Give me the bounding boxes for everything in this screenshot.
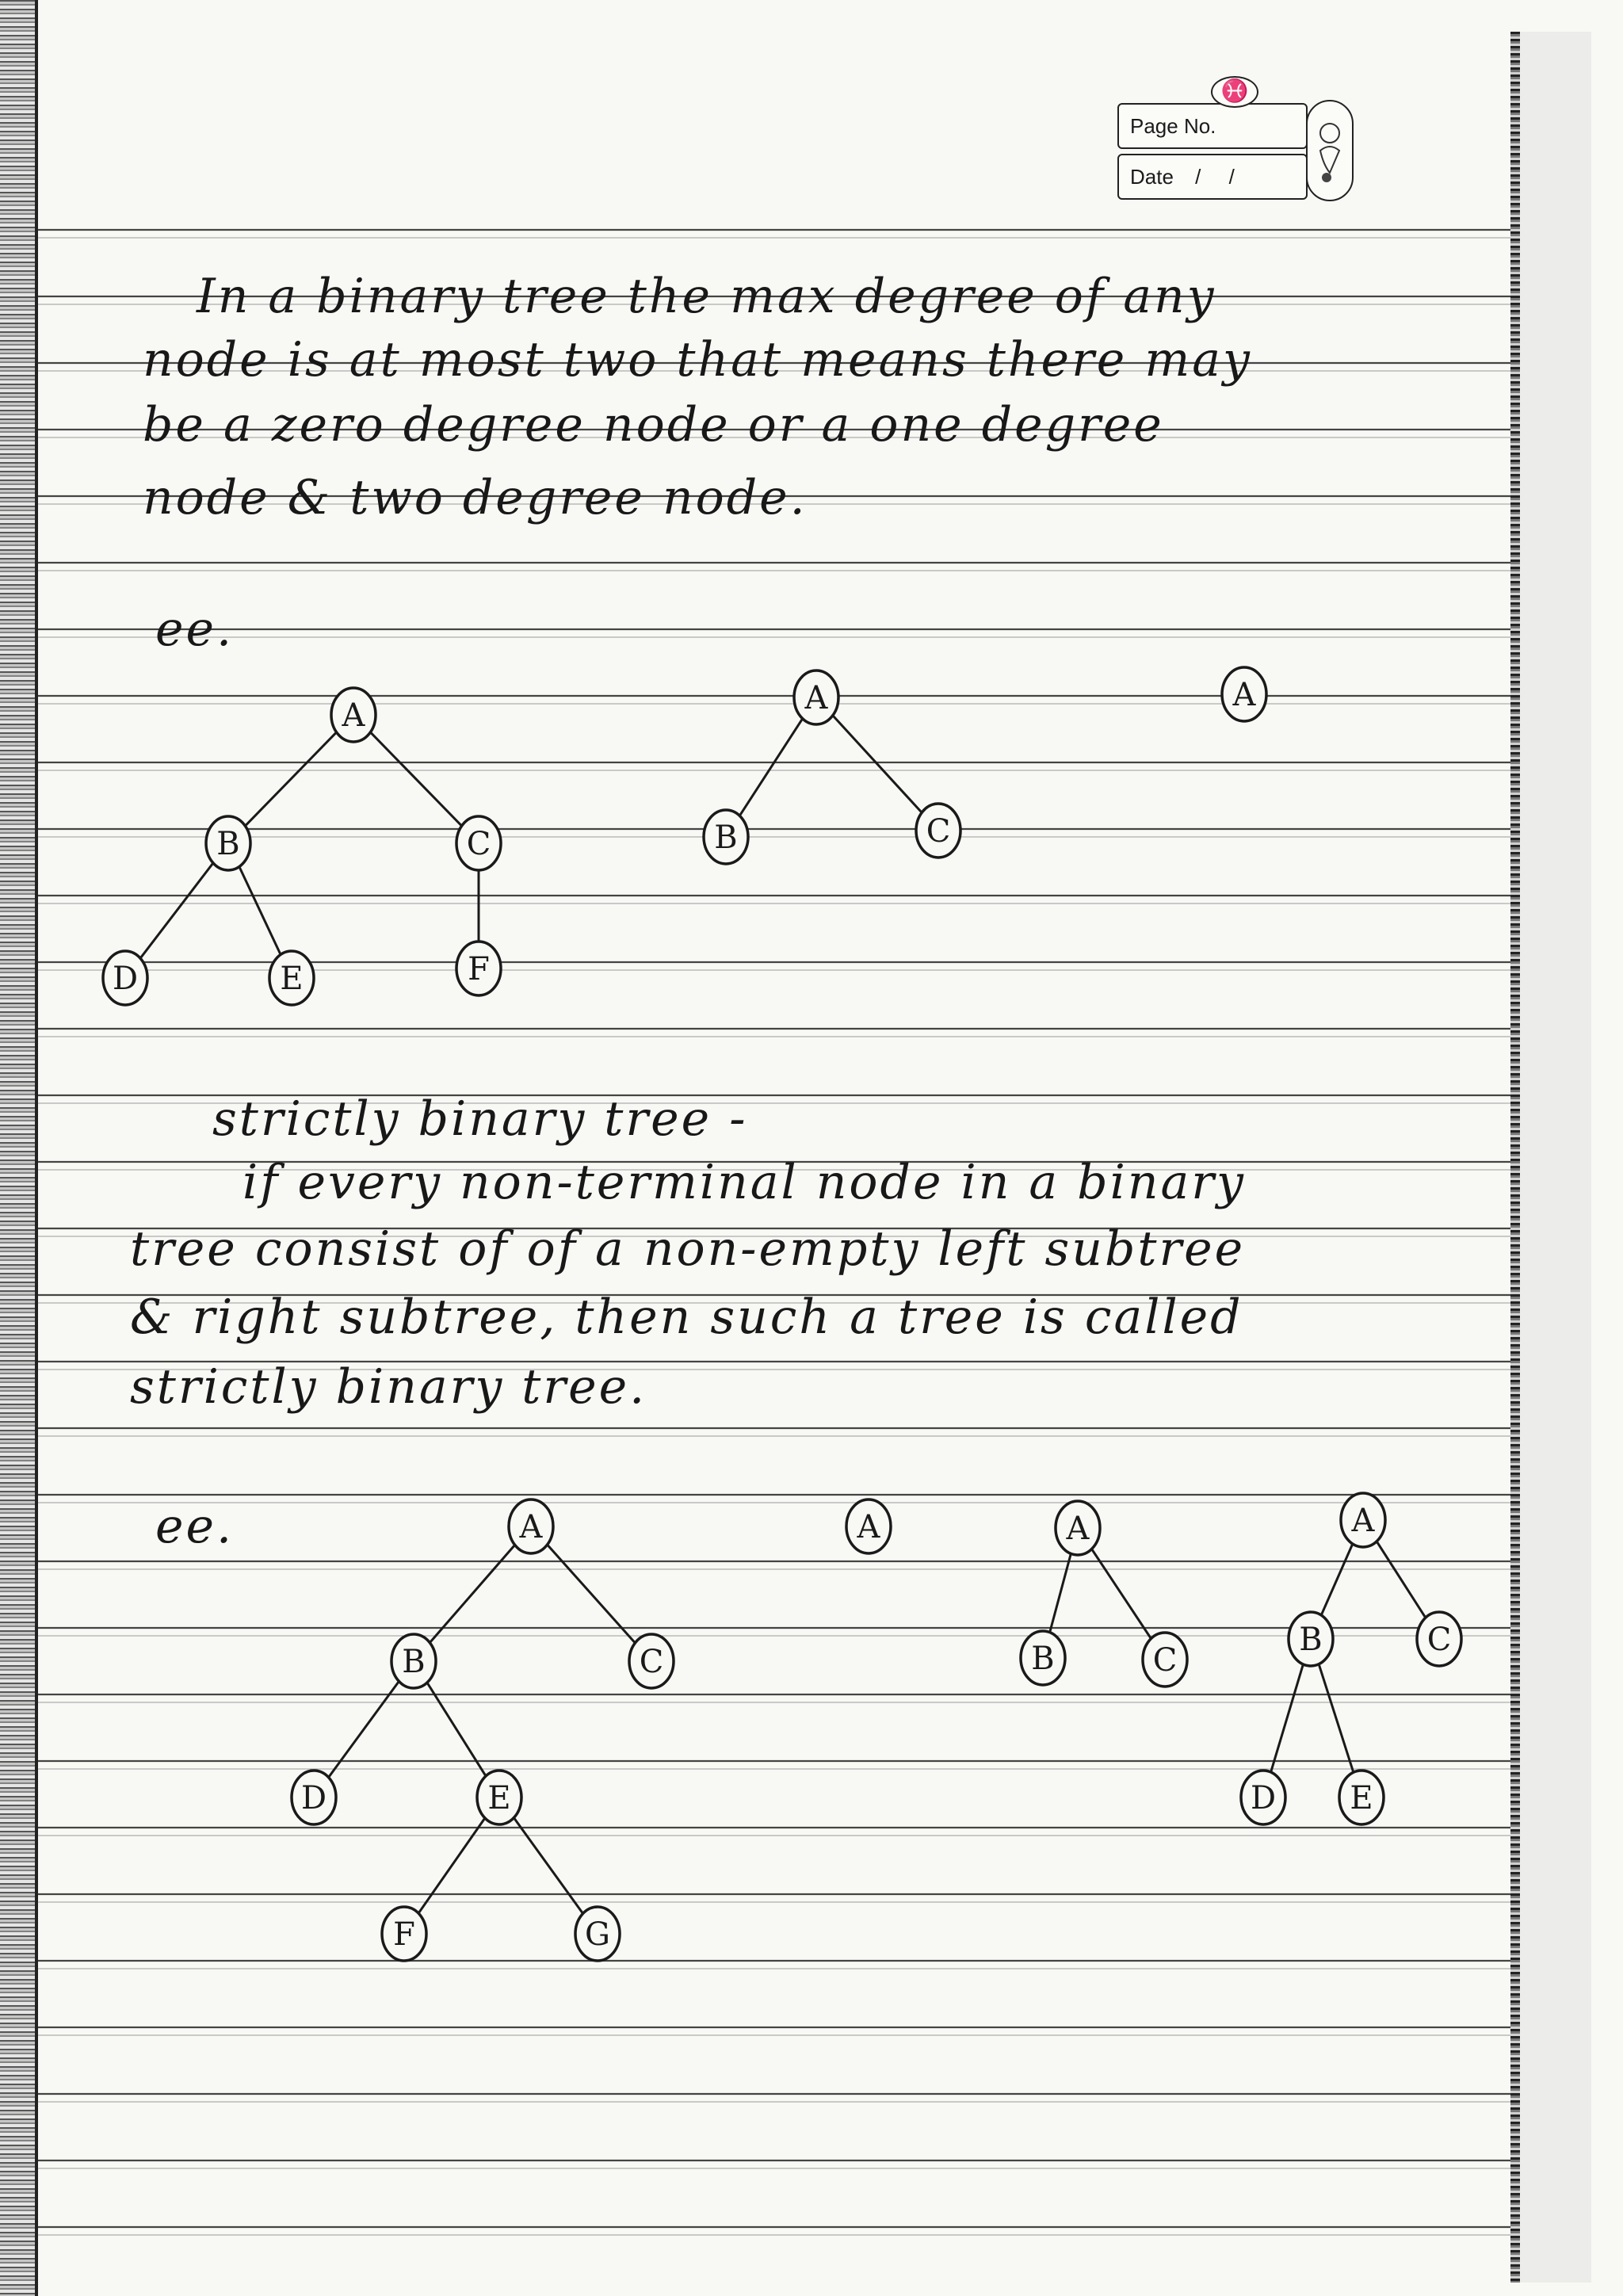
tree-node-label: E <box>280 961 304 997</box>
tree-node-label: A <box>857 1509 880 1545</box>
tree-edge <box>1376 1540 1426 1618</box>
tree-edge <box>418 1817 486 1915</box>
tree-edge <box>239 865 281 957</box>
tree-node-label: G <box>585 1916 610 1953</box>
tree-edge <box>328 1680 400 1778</box>
tree-node-label: A <box>1232 677 1256 713</box>
tree-node-label: F <box>468 951 490 988</box>
tree-edge <box>430 1545 516 1644</box>
tree-edge <box>739 717 803 817</box>
tree-s4 <box>1241 1493 1461 1824</box>
tree-t2 <box>704 670 960 864</box>
tree-node-label: E <box>1350 1780 1373 1817</box>
intro-line-1: In a binary tree the max degree of any <box>197 269 1216 324</box>
intro-line-2: node is at most two that means there may <box>143 332 1252 388</box>
tree-node-label: C <box>466 826 491 862</box>
tree-node-label: D <box>300 1780 327 1817</box>
tree-edge <box>1320 1541 1354 1617</box>
intro-line-4: node & two degree node. <box>143 470 808 525</box>
tree-node-label: C <box>639 1644 664 1680</box>
strict-def-line-1: if every non-terminal node in a binary <box>242 1155 1246 1210</box>
tree-node-label: D <box>1250 1780 1277 1817</box>
tree-node-label: A <box>1066 1511 1090 1547</box>
strict-def-line-3: & right subtree, then such a tree is called <box>130 1289 1243 1345</box>
tree-edge <box>514 1817 584 1914</box>
page-no-label: Page No. <box>1130 114 1216 138</box>
date-value: / / <box>1195 165 1246 189</box>
tree-node-label: A <box>804 680 828 716</box>
tree-s3 <box>1021 1501 1187 1687</box>
date-label: Date <box>1130 165 1174 189</box>
tree-node-label: A <box>342 697 365 734</box>
tree-node-label: A <box>519 1509 543 1545</box>
tree-edge <box>139 862 214 959</box>
tree-edge <box>426 1681 487 1777</box>
tree-edge <box>1270 1662 1304 1775</box>
tree-node-label: F <box>393 1916 415 1953</box>
tree-t3 <box>1222 667 1266 721</box>
strict-def-line-4: strictly binary tree. <box>130 1359 647 1415</box>
page-number-symbol: ♓ <box>1211 76 1258 108</box>
tree-edge <box>1318 1662 1354 1775</box>
example-label-2: ee. <box>155 1499 235 1554</box>
tree-node-label: B <box>1299 1622 1323 1658</box>
tree-edge <box>1049 1551 1071 1635</box>
tree-node-label: B <box>402 1644 426 1680</box>
tree-s1 <box>292 1499 674 1961</box>
tree-node-label: E <box>487 1780 511 1817</box>
tree-s2 <box>846 1499 891 1553</box>
example-label-1: ee. <box>155 602 235 657</box>
strict-def-line-2: tree consist of of a non-empty left subtree <box>130 1221 1246 1277</box>
tree-edge <box>832 715 922 813</box>
tree-node-label: B <box>714 819 738 856</box>
tree-edge <box>547 1544 636 1643</box>
tree-edge <box>245 732 337 826</box>
strict-binary-heading: strictly binary tree - <box>212 1091 748 1147</box>
intro-line-3: be a zero degree node or a one degree <box>143 397 1164 453</box>
tree-node-label: D <box>112 961 139 997</box>
tree-node-label: C <box>926 813 951 850</box>
tree-edge <box>1091 1548 1152 1640</box>
tree-node-label: C <box>1426 1622 1452 1658</box>
tree-node-label: C <box>1152 1642 1178 1679</box>
tree-node-label: B <box>216 826 240 862</box>
tree-node-label: B <box>1031 1641 1055 1677</box>
tree-node-label: A <box>1351 1503 1375 1539</box>
tree-t1 <box>103 688 501 1005</box>
tree-edge <box>370 732 462 826</box>
